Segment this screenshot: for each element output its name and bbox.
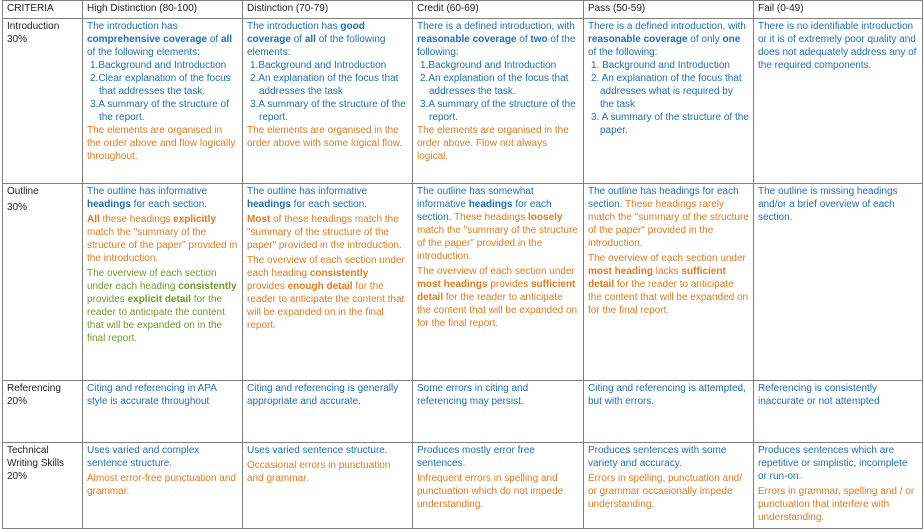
descriptor-text [87,267,238,345]
text-run: The introduction has [247,21,341,32]
descriptor-text [247,185,408,211]
emphasis-text: consistently [309,268,369,279]
cell-introduction-fail [754,19,923,184]
descriptor-text [588,20,749,59]
header-fail: Fail (0-49) [754,1,923,19]
text-run: match the "summary of the structure of the paper" provided in the introduction. [417,225,578,262]
text-run: Uses varied sentence structure. [247,445,388,456]
list-item: 3. A summary of the structure of the paper. [591,112,749,136]
emphasis-text: two [530,34,548,45]
text-run: for the reader to anticipate the content that will be expanded on in the final report. [247,281,405,331]
text-run: of the following: [588,47,658,58]
text-run: provides [247,281,288,292]
text-run: of [290,34,305,45]
text-run: provides [87,294,128,305]
cell-introduction-distinction [243,19,413,184]
criteria-name: Referencing [7,383,61,394]
row-technical-writing [3,443,923,529]
descriptor-text [87,444,238,470]
descriptor-text [417,382,579,408]
cell-technical-writing-credit [413,443,584,529]
text-run: Referencing is consistently inaccurate or not attempted [758,383,880,407]
criteria-weight: 20% [7,396,28,407]
text-run: of the following: [417,34,576,58]
emphasis-text: all [304,34,316,45]
text-run: match the "summary of the structure of the paper" provided in the introduction. [87,227,238,264]
cell-referencing-distinction [243,381,413,443]
descriptor-text [758,485,918,524]
element-list [87,59,238,124]
descriptor-text [247,213,408,252]
text-run: The outline has informative [247,186,368,197]
descriptor-text [417,265,579,330]
descriptor-text [758,20,918,72]
descriptor-text [247,444,408,457]
emphasis-text: headings [247,199,291,210]
emphasis-text: most headings [417,279,488,290]
header-pass: Pass (50-59) [584,1,754,19]
text-run: Uses varied and complex sentence structure. [87,445,200,469]
cell-introduction-credit [413,19,584,184]
text-run: Occasional errors in punctuation and grammar. [247,460,391,484]
text-run: The outline has somewhat informative [417,186,534,210]
text-run: provides [487,279,531,290]
list-item: 1. Background and Introduction [591,60,730,71]
element-list [588,59,749,137]
element-list [247,59,408,124]
list-item: 2.An explanation of the focus that addresses the task [250,73,399,97]
criteria-name: Introduction [7,21,60,32]
text-run: lacks [653,266,682,277]
emphasis-text: explicitly [173,214,216,225]
cell-introduction-pass [584,19,754,184]
text-run: There is a defined introduction, with [588,21,746,32]
emphasis-text: one [722,34,741,45]
text-run: of [516,34,531,45]
rubric-body [3,19,923,529]
list-item: 3.A summary of the structure of the report. [90,99,229,123]
list-item: 2. An explanation of the focus that addresses what is required by the task [591,73,742,110]
descriptor-text [87,213,238,265]
cell-technical-writing-distinction [243,443,413,529]
cell-outline-distinction [243,184,413,381]
emphasis-text: Most [247,214,271,225]
text-run: for each section. [417,199,552,223]
descriptor-text [758,444,918,483]
descriptor-text [417,444,579,470]
header-row [3,1,923,19]
text-run: These headings rarely match the "summary of the structure of the paper" provided in the introduction. [588,199,749,249]
criteria-name: Outline [7,186,39,197]
descriptor-text [247,124,408,150]
descriptor-text [588,252,749,317]
text-run: The overview of each section under [588,253,746,264]
emphasis-text: most heading [588,266,654,277]
emphasis-text: good coverage [247,21,365,45]
criteria-weight: 30% [7,202,28,213]
element-list [417,59,579,124]
criteria-referencing [3,381,83,443]
text-run: The overview of each section under each heading [247,255,405,279]
text-run: There is a defined introduction, with [417,21,575,32]
header-criteria: CRITERIA [3,1,83,19]
text-run: The elements are organised in the order above. Flow not always logical. [417,125,569,162]
cell-technical-writing-high-distinction [83,443,243,529]
descriptor-text [588,185,749,250]
criteria-outline [3,184,83,381]
text-run: of the following elements: [247,34,386,58]
emphasis-text: loosely [528,212,563,223]
emphasis-text: explicit detail [127,294,191,305]
text-run: of these headings match the "summary of the structure of the paper" provided in the introduction. [247,214,402,251]
descriptor-text [87,20,238,59]
cell-outline-pass [584,184,754,381]
emphasis-text: all [220,34,233,45]
emphasis-text: sufficient detail [588,266,726,290]
descriptor-text [87,472,238,498]
list-item: 2.An explanation of the focus that addresses the task. [420,73,569,97]
descriptor-text [588,382,749,408]
emphasis-text: reasonable coverage [417,34,517,45]
rubric-table [2,0,923,529]
cell-introduction-high-distinction [83,19,243,184]
text-run: Some errors in citing and referencing may persist. [417,383,529,407]
text-run: Citing and referencing is attempted, but with errors. [588,383,746,407]
cell-technical-writing-fail [754,443,923,529]
list-item: 1.Background and Introduction [90,60,227,71]
text-run: these headings [99,214,174,225]
text-run: for the reader to anticipate the content that will be expanded on for the final report. [417,292,578,329]
text-run: The elements are organised in the order above with some logical flow. [247,125,403,149]
rubric-header [3,1,923,19]
descriptor-text [588,472,749,511]
descriptor-text [247,382,408,408]
cell-outline-credit [413,184,584,381]
text-run: of the following elements: [87,47,200,58]
descriptor-text [758,185,918,224]
descriptor-text [417,472,579,511]
emphasis-text: headings [468,199,513,210]
text-run: There is no identifiable introduction or it is of extremely poor quality and does not adequately address any of the required components. [758,21,917,71]
text-run: The outline has headings for each section. [588,186,739,210]
emphasis-text: sufficient detail [417,279,576,303]
text-run: Almost error-free punctuation and grammar. [87,473,236,497]
descriptor-text [247,459,408,485]
emphasis-text: headings [87,199,131,210]
cell-referencing-fail [754,381,923,443]
header-distinction: Distinction (70-79) [243,1,413,19]
descriptor-text [417,20,579,59]
emphasis-text: All [87,214,100,225]
text-run: The elements are organised in the order above and flow logically throughout. [87,125,236,162]
row-referencing [3,381,923,443]
emphasis-text: consistently [178,281,237,292]
criteria-weight: 30% [7,34,28,45]
list-item: 1.Background and Introduction [250,60,387,71]
row-introduction [3,19,923,184]
list-item: 3.A summary of the structure of the report. [420,99,576,123]
text-run: The introduction has [87,21,178,32]
list-item: 2.Clear explanation of the focus that addresses the task. [90,73,231,97]
descriptor-text [417,124,579,163]
descriptor-text [758,382,918,408]
descriptor-text [87,124,238,163]
cell-outline-high-distinction [83,184,243,381]
emphasis-text: comprehensive coverage [87,34,208,45]
text-run: Produces sentences which are repetitive or simplistic, incomplete or run-on. [758,445,908,482]
cell-referencing-pass [584,381,754,443]
criteria-weight: 20% [7,471,28,482]
text-run: Errors in grammar, spelling and / or punctuation that interfere with understanding. [758,486,915,523]
cell-referencing-high-distinction [83,381,243,443]
descriptor-text [247,20,408,59]
header-credit: Credit (60-69) [413,1,584,19]
list-item: 3.A summary of the structure of the report. [250,99,406,123]
text-run: These headings [454,212,529,223]
text-run: Produces mostly error free sentences. [417,445,535,469]
text-run: Citing and referencing in APA style is accurate throughout [87,383,217,407]
text-run: for the reader to anticipate the content that will be expanded on in the final report. [87,294,225,344]
descriptor-text [87,185,238,211]
descriptor-text [87,382,238,408]
text-run: of only [687,34,723,45]
row-outline [3,184,923,381]
text-run: for the reader to anticipate the content that will be expanded on for the final report. [588,279,749,316]
list-item: 1.Background and Introduction [420,60,557,71]
criteria-introduction [3,19,83,184]
text-run: Citing and referencing is generally appropriate and accurate. [247,383,399,407]
descriptor-text [417,185,579,263]
text-run: Produces sentences with some variety and accuracy. [588,445,727,469]
text-run: The outline is missing headings and/or a brief overview of each section. [758,186,898,223]
text-run: Errors in spelling, punctuation and/ or grammar occasionally impede understanding. [588,473,742,510]
text-run: of [207,34,221,45]
text-run: The overview of each section under [417,266,575,277]
emphasis-text: reasonable coverage [588,34,688,45]
text-run: for each section. [290,199,368,210]
text-run: The outline has informative [87,186,208,197]
cell-outline-fail [754,184,923,381]
text-run: The overview of each section under each heading [87,268,217,292]
text-run: for each section. [130,199,208,210]
emphasis-text: enough detail [287,281,353,292]
descriptor-text [247,254,408,332]
header-high-distinction: High Distinction (80-100) [83,1,243,19]
criteria-technical-writing [3,443,83,529]
cell-referencing-credit [413,381,584,443]
cell-technical-writing-pass [584,443,754,529]
text-run: Infrequent errors in spelling and punctuation which do not impede understanding. [417,473,564,510]
criteria-name: Technical Writing Skills [7,445,65,469]
descriptor-text [588,444,749,470]
